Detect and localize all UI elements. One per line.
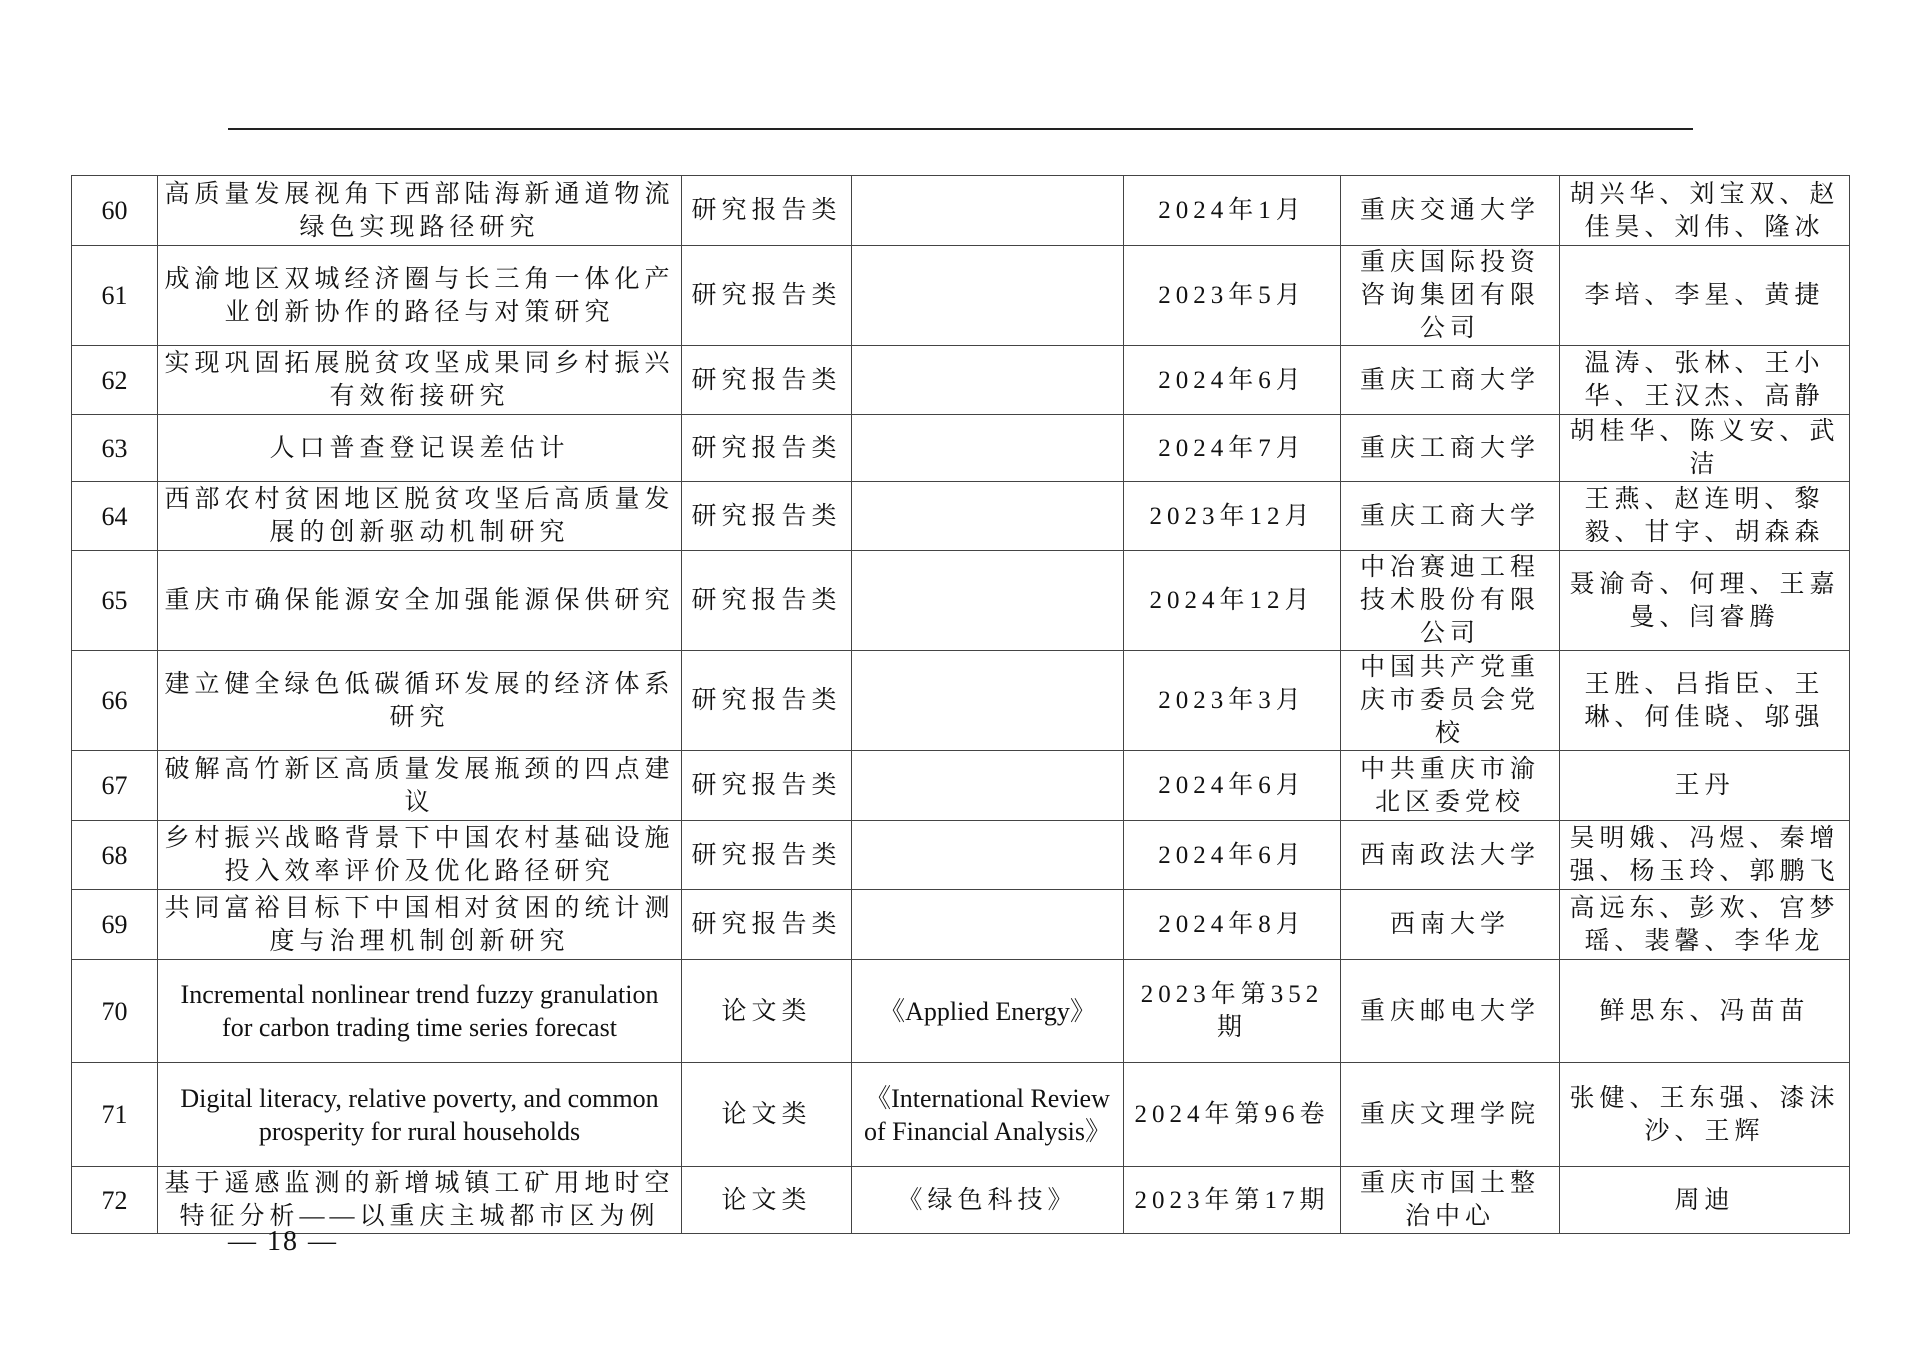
table-row bbox=[72, 346, 1850, 415]
journal-name-cell bbox=[852, 551, 1124, 651]
table-row bbox=[72, 890, 1850, 960]
organization-cell: 重庆交通大学 bbox=[1341, 176, 1560, 246]
achievement-title-cell: 人口普查登记误差估计 bbox=[158, 415, 682, 482]
publish-date-cell: 2023年3月 bbox=[1124, 651, 1341, 751]
achievement-title-cell: 乡村振兴战略背景下中国农村基础设施投入效率评价及优化路径研究 bbox=[158, 821, 682, 890]
publish-date-cell: 2024年第96卷 bbox=[1124, 1063, 1341, 1167]
row-number-cell: 69 bbox=[72, 890, 158, 960]
achievements-table bbox=[71, 175, 1850, 1234]
achievement-type-cell: 研究报告类 bbox=[682, 346, 852, 415]
achievement-type-cell: 研究报告类 bbox=[682, 890, 852, 960]
table-row bbox=[72, 1063, 1850, 1167]
organization-cell: 中共重庆市渝北区委党校 bbox=[1341, 751, 1560, 821]
achievement-title-cell: 破解高竹新区高质量发展瓶颈的四点建议 bbox=[158, 751, 682, 821]
authors-cell: 温涛、张林、王小华、王汉杰、高静 bbox=[1560, 346, 1850, 415]
publish-date-cell: 2023年第352期 bbox=[1124, 960, 1341, 1063]
journal-name-cell bbox=[852, 176, 1124, 246]
authors-cell: 王胜、吕指臣、王琳、何佳晓、邬强 bbox=[1560, 651, 1850, 751]
table-row bbox=[72, 551, 1850, 651]
achievement-type-cell: 论文类 bbox=[682, 1167, 852, 1234]
publish-date-cell: 2024年8月 bbox=[1124, 890, 1341, 960]
achievement-type-cell: 研究报告类 bbox=[682, 651, 852, 751]
publish-date-cell: 2024年6月 bbox=[1124, 751, 1341, 821]
organization-cell: 重庆市国土整治中心 bbox=[1341, 1167, 1560, 1234]
organization-cell: 重庆邮电大学 bbox=[1341, 960, 1560, 1063]
authors-cell: 王燕、赵连明、黎毅、甘宇、胡森森 bbox=[1560, 482, 1850, 551]
achievement-title-cell: Digital literacy, relative poverty, and common prosperity for rural households bbox=[158, 1063, 682, 1167]
table-row bbox=[72, 821, 1850, 890]
achievement-title-cell: 建立健全绿色低碳循环发展的经济体系研究 bbox=[158, 651, 682, 751]
row-number-cell: 70 bbox=[72, 960, 158, 1063]
achievement-type-cell: 研究报告类 bbox=[682, 246, 852, 346]
authors-cell: 鲜思东、冯苗苗 bbox=[1560, 960, 1850, 1063]
journal-name-cell: 《绿色科技》 bbox=[852, 1167, 1124, 1234]
achievement-title-cell: Incremental nonlinear trend fuzzy granulation for carbon trading time series forecast bbox=[158, 960, 682, 1063]
achievement-title-cell: 成渝地区双城经济圈与长三角一体化产业创新协作的路径与对策研究 bbox=[158, 246, 682, 346]
achievement-title-cell: 高质量发展视角下西部陆海新通道物流绿色实现路径研究 bbox=[158, 176, 682, 246]
row-number-cell: 68 bbox=[72, 821, 158, 890]
achievement-type-cell: 研究报告类 bbox=[682, 482, 852, 551]
table-row bbox=[72, 176, 1850, 246]
journal-name-cell bbox=[852, 651, 1124, 751]
page-number: — 18 — bbox=[228, 1226, 338, 1257]
table-row bbox=[72, 482, 1850, 551]
achievement-title-cell: 实现巩固拓展脱贫攻坚成果同乡村振兴有效衔接研究 bbox=[158, 346, 682, 415]
achievement-title-cell: 西部农村贫困地区脱贫攻坚后高质量发展的创新驱动机制研究 bbox=[158, 482, 682, 551]
authors-cell: 张健、王东强、漆沫沙、王辉 bbox=[1560, 1063, 1850, 1167]
row-number-cell: 71 bbox=[72, 1063, 158, 1167]
achievement-type-cell: 研究报告类 bbox=[682, 176, 852, 246]
achievement-type-cell: 论文类 bbox=[682, 1063, 852, 1167]
table-row bbox=[72, 651, 1850, 751]
authors-cell: 吴明娥、冯煜、秦增强、杨玉玲、郭鹏飞 bbox=[1560, 821, 1850, 890]
journal-name-cell bbox=[852, 415, 1124, 482]
publish-date-cell: 2024年6月 bbox=[1124, 346, 1341, 415]
achievement-type-cell: 论文类 bbox=[682, 960, 852, 1063]
authors-cell: 李培、李星、黄捷 bbox=[1560, 246, 1850, 346]
row-number-cell: 63 bbox=[72, 415, 158, 482]
achievement-type-cell: 研究报告类 bbox=[682, 415, 852, 482]
row-number-cell: 65 bbox=[72, 551, 158, 651]
organization-cell: 西南政法大学 bbox=[1341, 821, 1560, 890]
journal-name-cell bbox=[852, 821, 1124, 890]
journal-name-cell bbox=[852, 482, 1124, 551]
row-number-cell: 62 bbox=[72, 346, 158, 415]
row-number-cell: 61 bbox=[72, 246, 158, 346]
achievement-title-cell: 重庆市确保能源安全加强能源保供研究 bbox=[158, 551, 682, 651]
organization-cell: 中冶赛迪工程技术股份有限公司 bbox=[1341, 551, 1560, 651]
publish-date-cell: 2023年12月 bbox=[1124, 482, 1341, 551]
achievement-title-cell: 基于遥感监测的新增城镇工矿用地时空特征分析——以重庆主城都市区为例 bbox=[158, 1167, 682, 1234]
row-number-cell: 72 bbox=[72, 1167, 158, 1234]
journal-name-cell bbox=[852, 890, 1124, 960]
publish-date-cell: 2023年5月 bbox=[1124, 246, 1341, 346]
organization-cell: 重庆文理学院 bbox=[1341, 1063, 1560, 1167]
header-rule bbox=[228, 128, 1693, 130]
organization-cell: 重庆工商大学 bbox=[1341, 346, 1560, 415]
organization-cell: 重庆工商大学 bbox=[1341, 415, 1560, 482]
authors-cell: 聂渝奇、何理、王嘉曼、闫睿腾 bbox=[1560, 551, 1850, 651]
publish-date-cell: 2024年12月 bbox=[1124, 551, 1341, 651]
achievement-type-cell: 研究报告类 bbox=[682, 551, 852, 651]
journal-name-cell: 《Applied Energy》 bbox=[852, 960, 1124, 1063]
authors-cell: 高远东、彭欢、宫梦瑶、裴馨、李华龙 bbox=[1560, 890, 1850, 960]
organization-cell: 重庆工商大学 bbox=[1341, 482, 1560, 551]
row-number-cell: 60 bbox=[72, 176, 158, 246]
organization-cell: 西南大学 bbox=[1341, 890, 1560, 960]
achievement-type-cell: 研究报告类 bbox=[682, 821, 852, 890]
authors-cell: 王丹 bbox=[1560, 751, 1850, 821]
table-row bbox=[72, 1167, 1850, 1234]
organization-cell: 重庆国际投资咨询集团有限公司 bbox=[1341, 246, 1560, 346]
authors-cell: 周迪 bbox=[1560, 1167, 1850, 1234]
table-row bbox=[72, 246, 1850, 346]
table-row bbox=[72, 415, 1850, 482]
journal-name-cell bbox=[852, 246, 1124, 346]
authors-cell: 胡桂华、陈义安、武洁 bbox=[1560, 415, 1850, 482]
table-row bbox=[72, 751, 1850, 821]
table-row bbox=[72, 960, 1850, 1063]
achievement-type-cell: 研究报告类 bbox=[682, 751, 852, 821]
row-number-cell: 66 bbox=[72, 651, 158, 751]
publish-date-cell: 2024年1月 bbox=[1124, 176, 1341, 246]
organization-cell: 中国共产党重庆市委员会党校 bbox=[1341, 651, 1560, 751]
authors-cell: 胡兴华、刘宝双、赵佳昊、刘伟、隆冰 bbox=[1560, 176, 1850, 246]
journal-name-cell: 《International Review of Financial Analysis》 bbox=[852, 1063, 1124, 1167]
achievement-title-cell: 共同富裕目标下中国相对贫困的统计测度与治理机制创新研究 bbox=[158, 890, 682, 960]
publish-date-cell: 2023年第17期 bbox=[1124, 1167, 1341, 1234]
row-number-cell: 64 bbox=[72, 482, 158, 551]
journal-name-cell bbox=[852, 751, 1124, 821]
row-number-cell: 67 bbox=[72, 751, 158, 821]
publish-date-cell: 2024年7月 bbox=[1124, 415, 1341, 482]
publish-date-cell: 2024年6月 bbox=[1124, 821, 1341, 890]
journal-name-cell bbox=[852, 346, 1124, 415]
